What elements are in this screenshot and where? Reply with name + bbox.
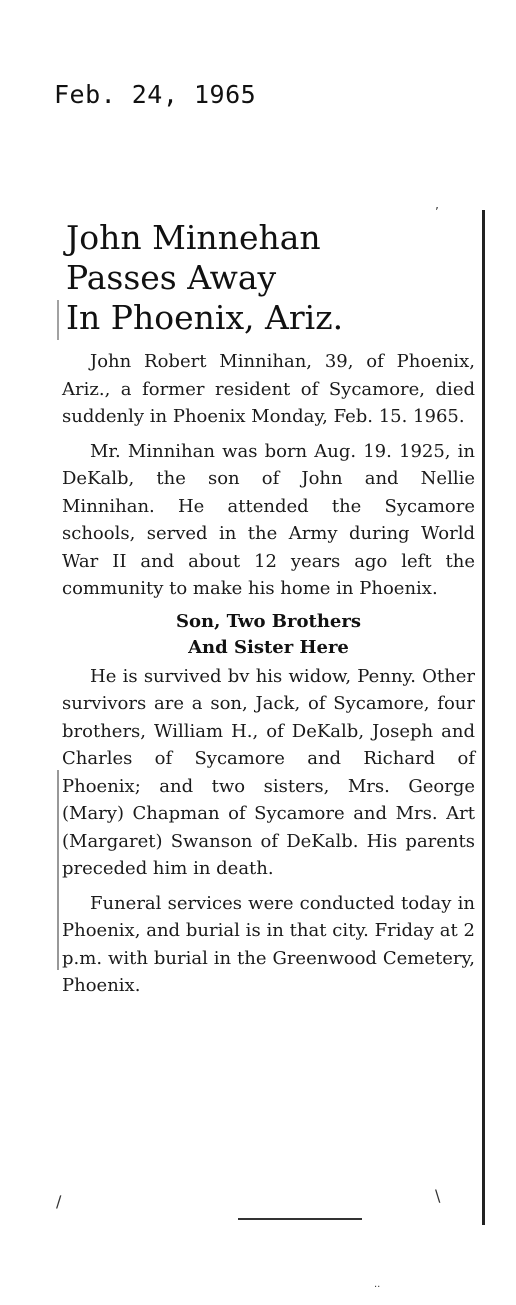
scan-speck: \ — [435, 1186, 441, 1205]
bottom-rule — [238, 1218, 362, 1220]
article-paragraph-3: He is survived bv his widow, Penny. Other survivors are a son, Jack, of Sycamore, four brothers, William H., of DeKalb, Joseph and Charles of Sycamore and Richard of Phoenix; and two sisters, Mrs. George (Mary) Chapman of Sycamore and Mrs. Art (Margaret) Swanson of DeKalb. His parents preceded him in death. — [62, 665, 475, 879]
subhead-line-2: And Sister Here — [188, 636, 349, 658]
column-rule-left — [57, 770, 59, 970]
article-paragraph-4: Funeral services were conducted today in Phoenix, and burial is in that city. Friday at 2 p.m. with burial in the Greenwood Cemetery, Phoenix. — [62, 892, 475, 996]
scan-speck: ∕ — [56, 1192, 62, 1211]
headline — [66, 218, 476, 338]
headline-line-1: John Minnehan — [66, 218, 321, 257]
article-body — [62, 348, 475, 1000]
clipping-date: Feb. 24, 1965 — [54, 80, 257, 109]
scan-speck: ’ — [435, 205, 439, 219]
article-paragraph-1: John Robert Minnihan, 39, of Phoenix, Ariz., a former resident of Sycamore, died suddenly in Phoenix Monday, Feb. 15. 1965. — [62, 351, 475, 427]
scan-speck: ·· — [374, 1282, 381, 1293]
headline-line-2: Passes Away — [66, 258, 277, 297]
headline-line-3: In Phoenix, Ariz. — [66, 298, 344, 337]
subhead — [62, 609, 475, 661]
column-rule-left-top — [57, 300, 59, 340]
article-paragraph-2: Mr. Minnihan was born Aug. 19. 1925, in DeKalb, the son of John and Nellie Minnihan. He attended the Sycamore schools, served in the Army during World War II and about 12 years ago left the community to make his home in Phoenix. — [62, 440, 475, 599]
subhead-line-1: Son, Two Brothers — [176, 610, 361, 632]
column-rule-right — [482, 210, 485, 1225]
